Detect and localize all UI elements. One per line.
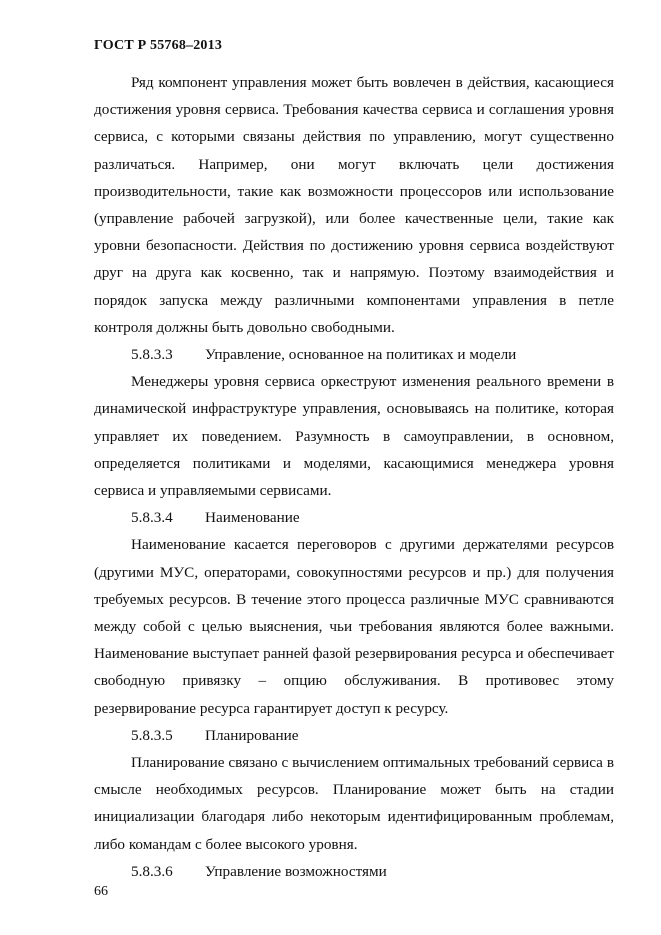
section-heading-5-8-3-5 (94, 722, 614, 749)
paragraph-policy-management: Менеджеры уровня сервиса оркеструют изменения реального времени в динамической инфраструктуре управления, основываясь на политике, которая управляет их поведением. Разумность в самоуправлении, в основном, определяется политиками и моделями, касающимися менеджера уровня сервиса и управляемыми сервисами. (94, 373, 614, 500)
section-number: 5.8.3.6 (131, 862, 173, 880)
page-number: 66 (94, 884, 108, 899)
section-title: Управление, основанное на политиках и модели (205, 346, 517, 364)
paragraph-naming: Наименование касается переговоров с другими держателями ресурсов (другими МУС, операторами, совокупностями ресурсов и пр.) для получения требуемых ресурсов. В течение этого процесса различные МУС сравниваются между собой с целью выяснения, чьи требования являются более важными. Наименование выступает ранней фазой резервирования ресурса и обеспечивает свободную привязку – опцию обслуживания. В противовес этому резервирование ресурса гарантирует доступ к ресурсу. (94, 536, 614, 717)
section-title: Управление возможностями (205, 862, 387, 880)
document-body (94, 69, 614, 885)
section-number: 5.8.3.3 (131, 346, 173, 364)
standard-id-header: ГОСТ Р 55768–2013 (94, 38, 223, 53)
section-heading-5-8-3-4 (94, 504, 614, 531)
section-heading-5-8-3-3 (94, 341, 614, 368)
paragraph-intro: Ряд компонент управления может быть вовлечен в действия, касающиеся достижения уровня сервиса. Требования качества сервиса и соглашения уровня сервиса, с которыми связаны действия по управлению, могут существенно различаться. Например, они могут включать цели достижения производительности, такие как возможности процессоров или использование (управление рабочей загрузкой), или более качественные цели, такие как уровни безопасности. Действия по достижению уровня сервиса воздействуют друг на друга как косвенно, так и напрямую. Поэтому взаимодействия и порядок запуска между различными компонентами управления в петле контроля должны быть довольно свободными. (94, 74, 614, 336)
section-number: 5.8.3.5 (131, 726, 173, 744)
section-title: Планирование (205, 726, 299, 744)
section-number: 5.8.3.4 (131, 509, 173, 527)
section-heading-5-8-3-6 (94, 858, 614, 885)
section-title: Наименование (205, 509, 300, 527)
paragraph-planning: Планирование связано с вычислением оптимальных требований сервиса в смысле необходимых ресурсов. Планирование может быть на стадии инициализации благодаря либо некоторым идентифицированным проблемам, либо командам с более высокого уровня. (94, 754, 614, 853)
